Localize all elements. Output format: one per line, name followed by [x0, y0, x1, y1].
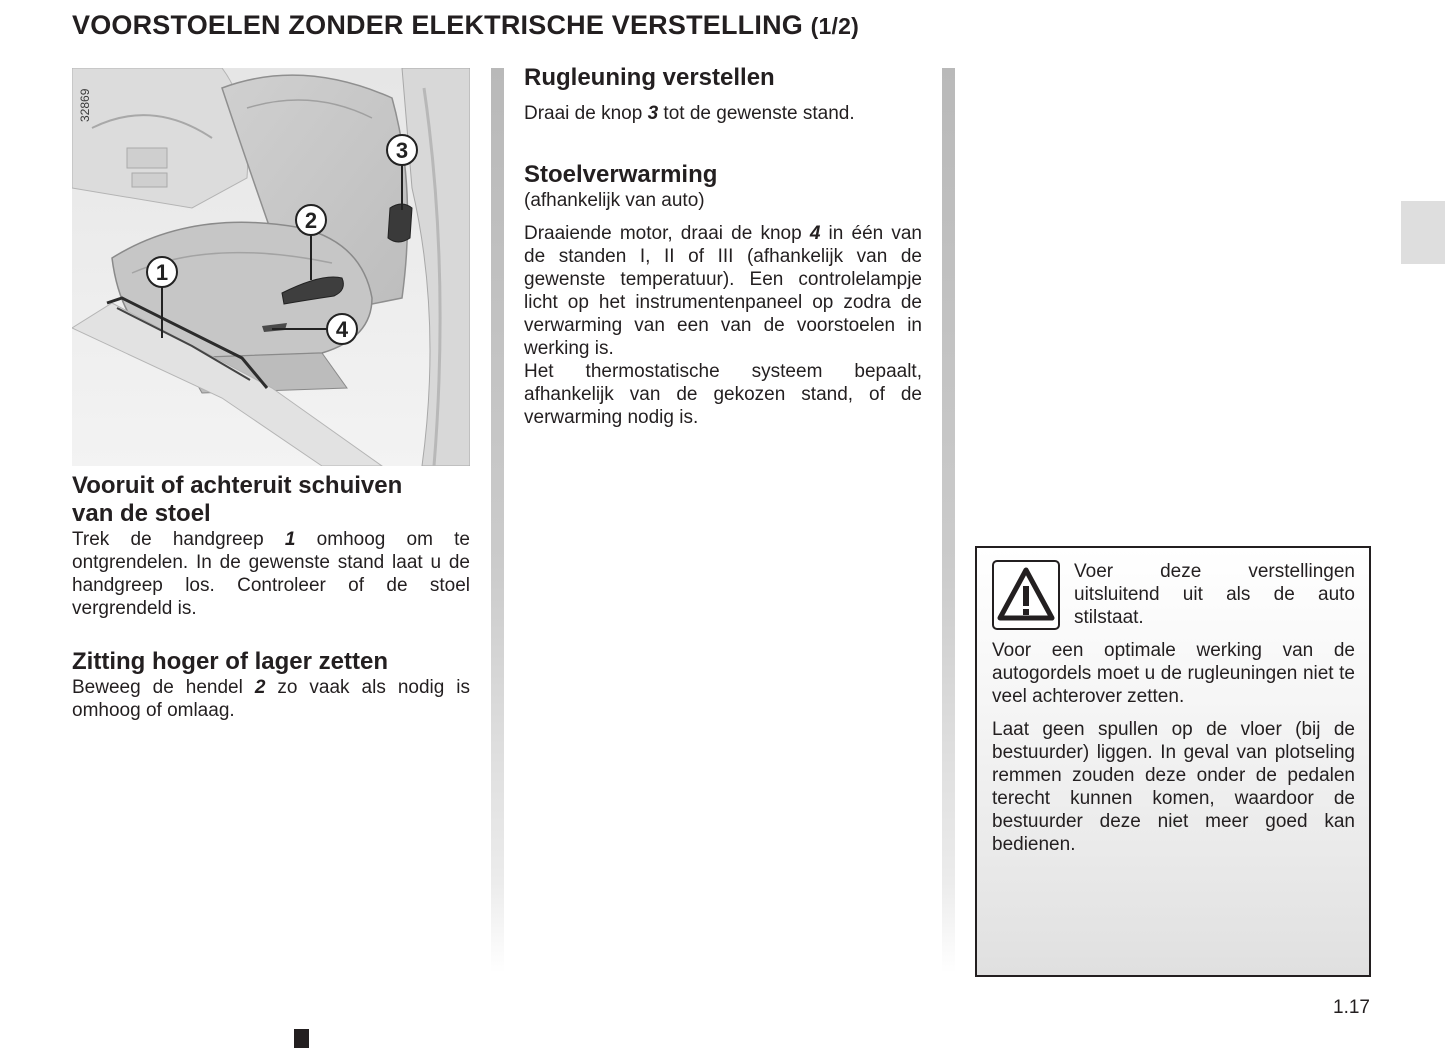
callout-2-label: 2 [304, 208, 318, 233]
page-number: 1.17 [1333, 997, 1370, 1018]
callout-3 [387, 135, 417, 165]
page-title [72, 10, 859, 41]
page-title-text: VOORSTOELEN ZONDER ELEKTRISCHE VERSTELLING [72, 10, 803, 40]
page-title-part: (1/2) [810, 13, 859, 39]
callout-2 [296, 205, 326, 235]
subtitle-seat-heating: (afhankelijk van auto) [524, 190, 705, 211]
text-slide-seat: Trek de handgreep 1 omhoog om te ontgrendelen. In de gewenste stand laat u de handgreep los. Controleer of de stoel vergrendeld is. [72, 529, 470, 619]
warning-text-1: Voer deze verstellingen uitsluitend uit als de auto stilstaat. [1074, 561, 1355, 628]
ref-2: 2 [254, 677, 266, 698]
figure-code: 32869 [78, 88, 92, 122]
ref-3: 3 [647, 103, 659, 124]
column-separator-left [491, 68, 504, 973]
heading-seat-heating: Stoelverwarming [524, 161, 718, 188]
text-thermostat: Het thermostatische systeem bepaalt, afhankelijk van de gekozen stand, of de verwarming nodig is. [524, 361, 922, 428]
callout-4 [327, 314, 357, 344]
middle-column [524, 64, 922, 429]
heading-backrest: Rugleuning verstellen [524, 64, 775, 91]
warning-text-2: Voor een optimale werking van de autogordels moet u de rugleuningen niet te veel achterover zetten. [992, 640, 1355, 707]
text-backrest: Draai de knop 3 tot de gewenste stand. [524, 103, 855, 124]
seat-illustration [72, 68, 470, 466]
warning-triangle-icon [992, 560, 1060, 630]
callout-1-label: 1 [155, 260, 169, 285]
warning-text-3: Laat geen spullen op de vloer (bij de bestuurder) liggen. In geval van plotseling remmen zouden deze onder de pedalen terecht kunnen komen, waardoor de bestuurder deze niet meer goed kan bedienen. [992, 719, 1355, 855]
callout-4-label: 4 [335, 317, 349, 342]
callout-3-label: 3 [395, 138, 409, 163]
left-column [72, 472, 470, 722]
heading-slide-seat: Vooruit of achteruit schuiven van de stoel [72, 472, 403, 527]
warning-box [975, 546, 1371, 977]
callout-1 [147, 257, 177, 287]
ref-4: 4 [809, 223, 821, 244]
column-separator-right [942, 68, 955, 973]
chapter-tab [1401, 201, 1445, 264]
heading-seat-height: Zitting hoger of lager zetten [72, 648, 388, 675]
text-seat-heating: Draaiende motor, draai de knop 4 in één van de standen I, II of III (afhankelijk van de gewenste temperatuur). Een controlelampje licht op het instrumentenpaneel op zodra de verwarming van een van de voorstoelen in werking is. [524, 223, 922, 359]
seat-drawing [72, 68, 470, 466]
print-mark [294, 1029, 309, 1048]
ref-1: 1 [284, 529, 296, 550]
text-seat-height: Beweeg de hendel 2 zo vaak als nodig is omhoog of omlaag. [72, 677, 471, 721]
